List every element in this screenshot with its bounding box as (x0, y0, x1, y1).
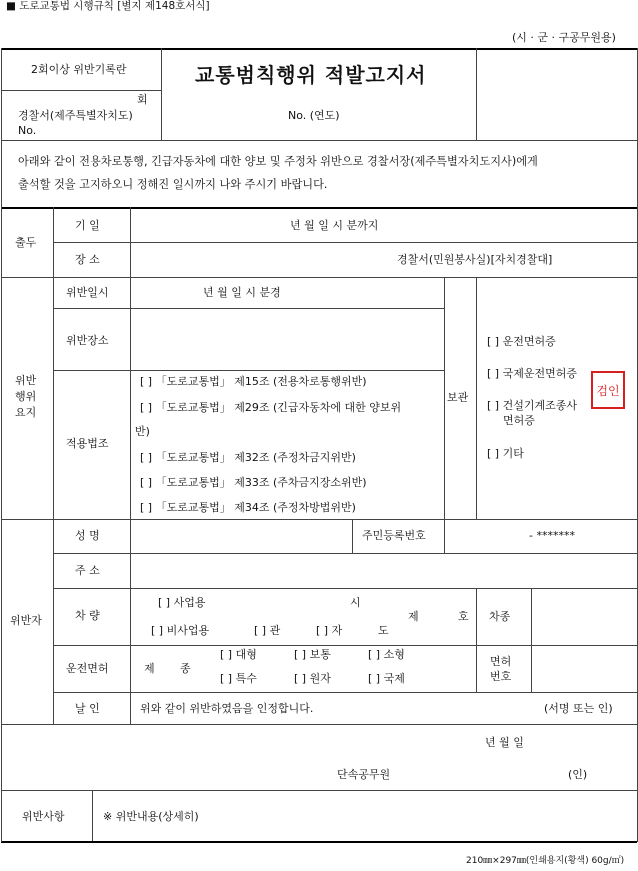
issue-date[interactable]: 년 월 일 (485, 736, 524, 749)
law-item-34[interactable]: [ ] 「도로교통법」 제34조 (주정차방법위반) (140, 501, 356, 514)
violation-place-field[interactable] (131, 309, 443, 369)
name-label: 성 명 (75, 529, 100, 542)
resident-number-label: 주민등록번호 (362, 529, 426, 542)
custody-other[interactable]: [ ] 기타 (487, 447, 524, 460)
vehicle-city-label: 시 (350, 596, 361, 609)
license-small-checkbox[interactable]: [ ] 소형 (368, 648, 405, 661)
repeat-violation-record-label: 2회이상 위반기록란 (31, 63, 127, 76)
license-je-label: 제 (144, 662, 155, 675)
law-item-32[interactable]: [ ] 「도로교통법」 제32조 (주정차금지위반) (140, 451, 356, 464)
violation-datetime-value[interactable]: 년 월 일 시 분경 (203, 286, 281, 299)
custody-intl-license[interactable]: [ ] 국제운전면허증 (487, 367, 577, 380)
appearance-place-value[interactable]: 경찰서(민원봉사실)[자치경찰대] (397, 253, 553, 266)
notice-number-label: No. (연도) (288, 109, 340, 122)
license-number-field[interactable] (532, 646, 636, 691)
license-number-label-2: 번호 (490, 670, 512, 683)
law-item-29[interactable]: [ ] 「도로교통법」 제29조 (긴급자동차에 대한 양보위 (140, 401, 402, 414)
vehicle-business-checkbox[interactable]: [ ] 사업용 (158, 596, 206, 609)
paper-spec: 210㎜×297㎜(인쇄용지(황색) 60g/㎡) (466, 856, 625, 866)
appearance-date-value[interactable]: 년 월 일 시 분까지 (290, 219, 379, 232)
vehicle-je-label: 제 (408, 610, 419, 623)
inspection-seal: 검인 (591, 371, 625, 409)
violation-details-label: 위반사항 (22, 810, 65, 823)
seal-label: 날 인 (75, 702, 100, 715)
license-label: 운전면허 (66, 662, 109, 675)
notice-text-line2: 출석할 것을 고지하오니 정해진 일시까지 나와 주시기 바랍니다. (18, 178, 328, 191)
violation-place-label: 위반장소 (66, 334, 109, 347)
license-moped-checkbox[interactable]: [ ] 원자 (294, 672, 331, 685)
license-special-checkbox[interactable]: [ ] 특수 (220, 672, 257, 685)
vehicle-label: 차 량 (75, 609, 100, 622)
custody-label: 보관 (447, 391, 469, 404)
vehicle-province-label: 도 (378, 624, 389, 637)
police-station-label: 경찰서(제주특별자치도) (18, 109, 133, 122)
resident-number-value[interactable]: - ******* (529, 529, 575, 542)
law-item-29-cont: 반) (135, 425, 150, 438)
violation-section-label-2: 행위 (15, 390, 37, 403)
custody-drivers-license[interactable]: [ ] 운전면허증 (487, 335, 556, 348)
agency-label: (시 · 군 · 구공무원용) (512, 31, 616, 44)
license-number-label-1: 면허 (490, 655, 512, 668)
acknowledgement-text: 위와 같이 위반하였음을 인정합니다. (140, 702, 314, 715)
license-large-checkbox[interactable]: [ ] 대형 (220, 648, 257, 661)
vehicle-ho-label: 호 (458, 610, 469, 623)
license-intl-checkbox[interactable]: [ ] 국제 (368, 672, 405, 685)
vehicle-government-checkbox[interactable]: [ ] 관 (254, 624, 281, 637)
signature-note[interactable]: (서명 또는 인) (544, 702, 613, 715)
violator-section-label: 위반자 (10, 614, 42, 627)
violation-section-label-3: 요지 (15, 406, 37, 419)
address-label: 주 소 (75, 564, 100, 577)
license-normal-checkbox[interactable]: [ ] 보통 (294, 648, 331, 661)
name-field[interactable] (131, 520, 351, 552)
violation-details-text[interactable]: ※ 위반내용(상세히) (103, 810, 199, 823)
officer-label: 단속공무원 (337, 768, 391, 781)
violation-section-label-1: 위반 (15, 374, 37, 387)
appearance-date-label: 기 일 (75, 219, 100, 232)
vehicle-type-label: 차종 (489, 610, 511, 623)
vehicle-private-checkbox[interactable]: [ ] 비사업용 (151, 624, 210, 637)
law-item-33[interactable]: [ ] 「도로교통법」 제33조 (주차금지장소위반) (140, 476, 367, 489)
appearance-section-label: 출두 (15, 236, 37, 249)
notice-text-line1: 아래와 같이 전용차로통행, 긴급자동차에 대한 양보 및 주정차 위반으로 경찰서장(제주특별자치도지사)에게 (18, 155, 538, 168)
law-item-15[interactable]: [ ] 「도로교통법」 제15조 (전용차로통행위반) (140, 375, 367, 388)
custody-construction-license[interactable]: [ ] 건설기계조종사 (487, 399, 577, 412)
address-field[interactable] (131, 554, 636, 587)
officer-seal[interactable]: (인) (568, 768, 588, 781)
count-unit-label: 회 (137, 93, 148, 106)
vehicle-type-field[interactable] (532, 589, 636, 644)
appearance-place-label: 장 소 (75, 253, 100, 266)
applicable-law-label: 적용법조 (66, 437, 109, 450)
law-reference: ■ 도로교통법 시행규칙 [별지 제148호서식] (6, 0, 210, 12)
record-number-label: No. (18, 124, 37, 137)
license-jong-label: 종 (180, 662, 191, 675)
violation-datetime-label: 위반일시 (66, 286, 109, 299)
form-title: 교통범칙행위 적발고지서 (195, 63, 427, 87)
vehicle-self-checkbox[interactable]: [ ] 자 (316, 624, 343, 637)
custody-construction-license-cont: 면허증 (503, 414, 535, 427)
